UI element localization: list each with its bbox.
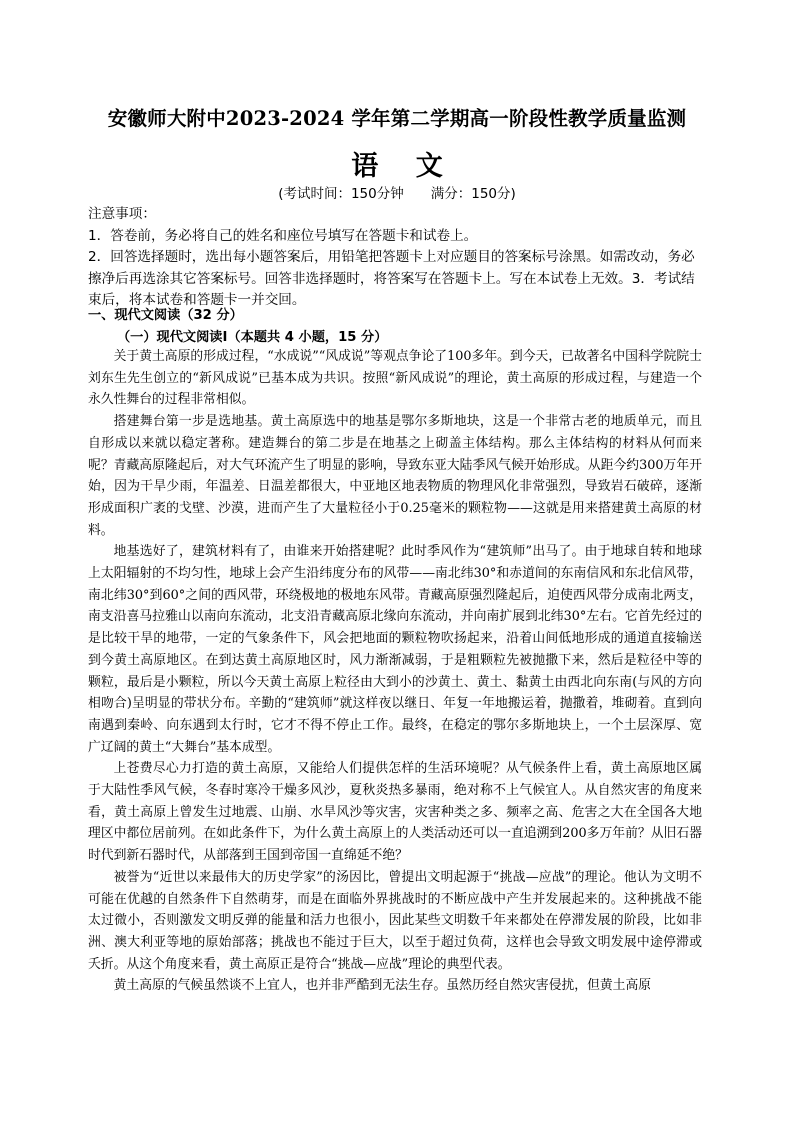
passage-paragraph: 被誉为“近世以来最伟大的历史学家”的汤因比，曾提出文明起源于“挑战—应战”的理论。他认为文明不可能在优越的自然条件下自然萌芽，而是在面临外界挑战时的不断应战中产生并发展起来的。这种挑战不能太过微小，否则激发文明反弹的能量和活力也很小，因此某些文明数千年来都处在停滞发展的阶段，比如非洲、澳大利亚等地的原始部落；挑战也不能过于巨大，以至于超过负荷，这样也会导致文明发展中途停滞或夭折。从这个角度来看，黄土高原正是符合“挑战—应战”理论的典型代表。: [88, 869, 702, 972]
subject-title: 语 文: [351, 151, 457, 182]
subsection-heading: （一）现代文阅读Ⅰ（本题共 4 小题，15 分）: [117, 330, 388, 345]
passage-paragraph: 地基选好了，建筑材料有了，由谁来开始搭建呢？此时季风作为“建筑师”出马了。由于地球自转和地球上太阳辐射的不均匀性，地球上会产生沿纬度分布的风带——南北纬30°和赤道间的东南信风和东北信风带，南北纬30°到60°之间的西风带，环绕极地的极地东风带。青藏高原强烈隆起后，迫使西风带分成南北两支，南支沿喜马拉雅山以南向东流动，北支沿青藏高原北缘向东流动，并向南扩展到北纬30°左右。它首先经过的是比较干旱的地带，一定的气象条件下，风会把地面的颗粒物吹扬起来，沿着山间低地形成的通道直接输送到今黄土高原地区。在到达黄土高原地区时，风力渐渐减弱，于是粗颗粒先被抛撒下来，然后是粒径中等的颗粒，最后是小颗粒，所以今天黄土高原上粒径由大到小的沙黄土、黄土、黏黄土由西北向东南(与风的方向相吻合)呈明显的带状分布。辛勤的“建筑师”就这样夜以继日、年复一年地搬运着，抛撒着，堆砌着。直到向南遇到秦岭、向东遇到太行时，它才不得不停止工作。最终，在稳定的鄂尔多斯地块上，一个土层深厚、宽广辽阔的黄土“大舞台”基本成型。: [88, 544, 702, 755]
passage-paragraph: 黄土高原的气候虽然谈不上宜人，也并非严酷到无法生存。虽然历经自然灾害侵扰，但黄土高原: [113, 978, 652, 994]
instruction-item: 1．答卷前，务必将自己的姓名和座位号填写在答题卡和试卷上。: [88, 227, 478, 244]
reading-passage: [88, 346, 702, 997]
exam-info: (考试时间：150分钟 满分：150分): [278, 186, 516, 202]
passage-paragraph: 上苍费尽心力打造的黄土高原，又能给人们提供怎样的生活环境呢？从气候条件上看，黄土高原地区属于大陆性季风气候，冬春时寒冷干燥多风沙，夏秋炎热多暴雨，绝对称不上气候宜人。从自然灾害的角度来看，黄土高原上曾发生过地震、山崩、水旱风沙等灾害，灾害种类之多、频率之高、危害之大在全国各大地理区中都位居前列。在如此条件下，为什么黄土高原上的人类活动还可以一直追溯到200多万年前？从旧石器时代到新石器时代，从部落到王国到帝国一直绵延不绝？: [88, 761, 702, 864]
instruction-item: 2．回答选择题时，选出每小题答案后，用铅笔把答题卡上对应题目的答案标号涂黑。如需改动，务必擦净后再选涂其它答案标号。回答非选择题时，将答案写在答题卡上。写在本试卷上无效。3．考试结束后，将本试卷和答题卡一并交回。: [88, 249, 695, 308]
exam-title: 安徽师大附中2023-2024 学年第二学期高一阶段性教学质量监测: [107, 107, 687, 130]
instructions-title: 注意事项：: [88, 206, 156, 222]
instructions: [88, 204, 702, 312]
section-heading: 一、现代文阅读（32 分）: [88, 308, 243, 323]
passage-paragraph: 关于黄土高原的形成过程，“水成说”“风成说”等观点争论了100多年。到今天，已故著名中国科学院院士刘东生先生创立的“新风成说”已基本成为共识。按照“新风成说”的理论，黄土高原的形成过程，与建造一个永久性舞台的过程非常相似。: [88, 349, 702, 408]
passage-paragraph: 搭建舞台第一步是选地基。黄土高原选中的地基是鄂尔多斯地块，这是一个非常古老的地质单元，而且自形成以来就以稳定著称。建造舞台的第二步是在地基之上砌盖主体结构。那么主体结构的材料从何而来呢？青藏高原隆起后，对大气环流产生了明显的影响，导致东亚大陆季风气候开始形成。从距今约300万年开始，因为干旱少雨，年温差、日温差都很大，中亚地区地表物质的物理风化非常强烈，导致岩石破碎，逐渐形成面积广袤的戈壁、沙漠，进而产生了大量粒径小于0.25毫米的颗粒物——这就是用来搭建黄土高原的材料。: [88, 414, 702, 538]
